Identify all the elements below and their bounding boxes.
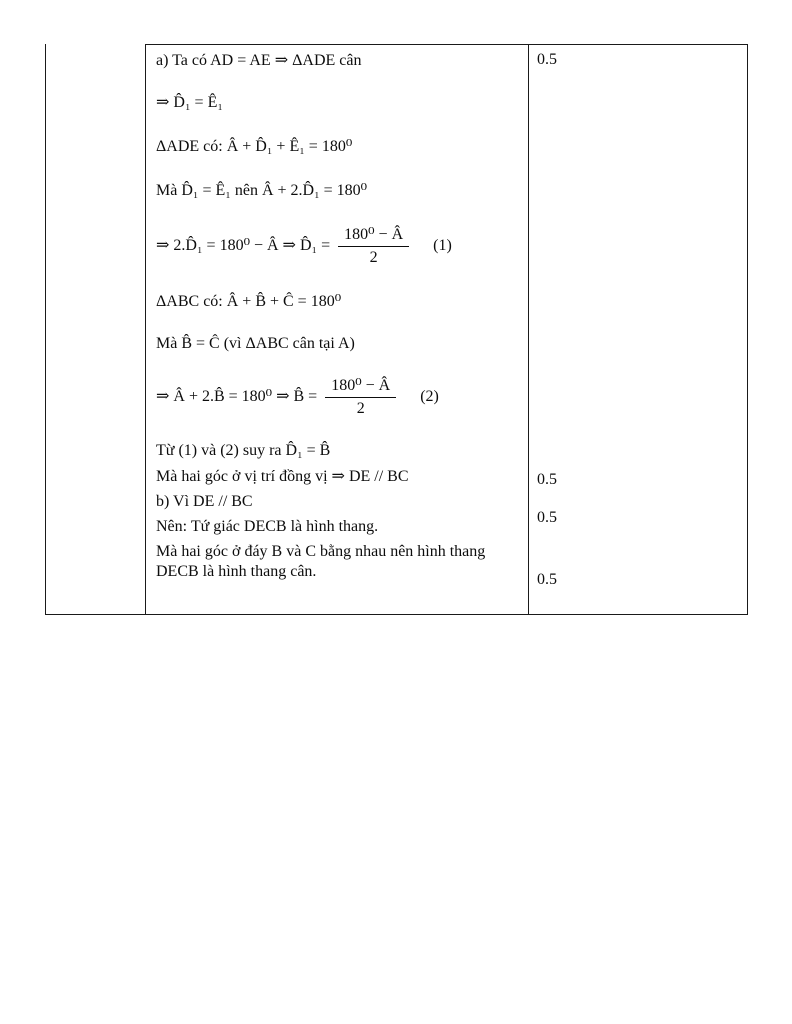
line-isosceles-trapezoid: Mà hai góc ở đáy B và C bằng nhau nên hình thang DECB là hình thang cân. [156,543,486,580]
conclusion-from-1-2: Từ (1) và (2) suy ra D̂₁ = B̂ [156,442,331,459]
empty-cell [46,44,146,614]
score-value: 0.5 [537,571,557,588]
fraction-numerator: 180⁰ − Â [325,376,396,398]
line-trapezoid: Nên: Tứ giác DECB là hình thang. [156,518,379,535]
score-value: 0.5 [537,51,557,68]
line-dong-vi: Mà hai góc ở vị trí đồng vị ⇒ DE // BC [156,468,409,485]
fraction [338,225,409,268]
solution-table [45,44,748,615]
formula-b-equals-c: Mà B̂ = Ĉ (vì ΔABC cân tại A) [156,335,355,352]
fraction [325,376,396,419]
solution-line-part-a: a) Ta có AD = AE ⇒ ΔADE cân [156,52,362,69]
fraction-denominator: 2 [369,249,378,266]
solution-cell [146,44,529,614]
equation-number: (2) [420,388,439,406]
score-value: 0.5 [537,471,557,488]
formula-text: ⇒ 2.D̂₁ = 180⁰ − Â ⇒ D̂₁ = [156,237,331,255]
formula-ade-angle-sum: ΔADE có: Â + D̂₁ + Ê₁ = 180⁰ [156,138,353,155]
score-cell [529,44,747,614]
solution-line-part-b: b) Vì DE // BC [156,493,253,510]
formula-text: ⇒ Â + 2.B̂ = 180⁰ ⇒ B̂ = [156,388,318,406]
formula-d1-fraction [156,225,518,268]
score-value: 0.5 [537,509,557,526]
formula-abc-angle-sum: ΔABC có: Â + B̂ + Ĉ = 180⁰ [156,293,342,310]
fraction-denominator: 2 [356,400,365,417]
formula-ma-nen: Mà D̂₁ = Ê₁ nên Â + 2.D̂₁ = 180⁰ [156,182,368,199]
formula-b-fraction [156,376,518,419]
equation-number: (1) [433,237,452,255]
fraction-numerator: 180⁰ − Â [338,225,409,247]
formula-d1-equals-e1: ⇒ D̂₁ = Ê₁ [156,94,223,111]
